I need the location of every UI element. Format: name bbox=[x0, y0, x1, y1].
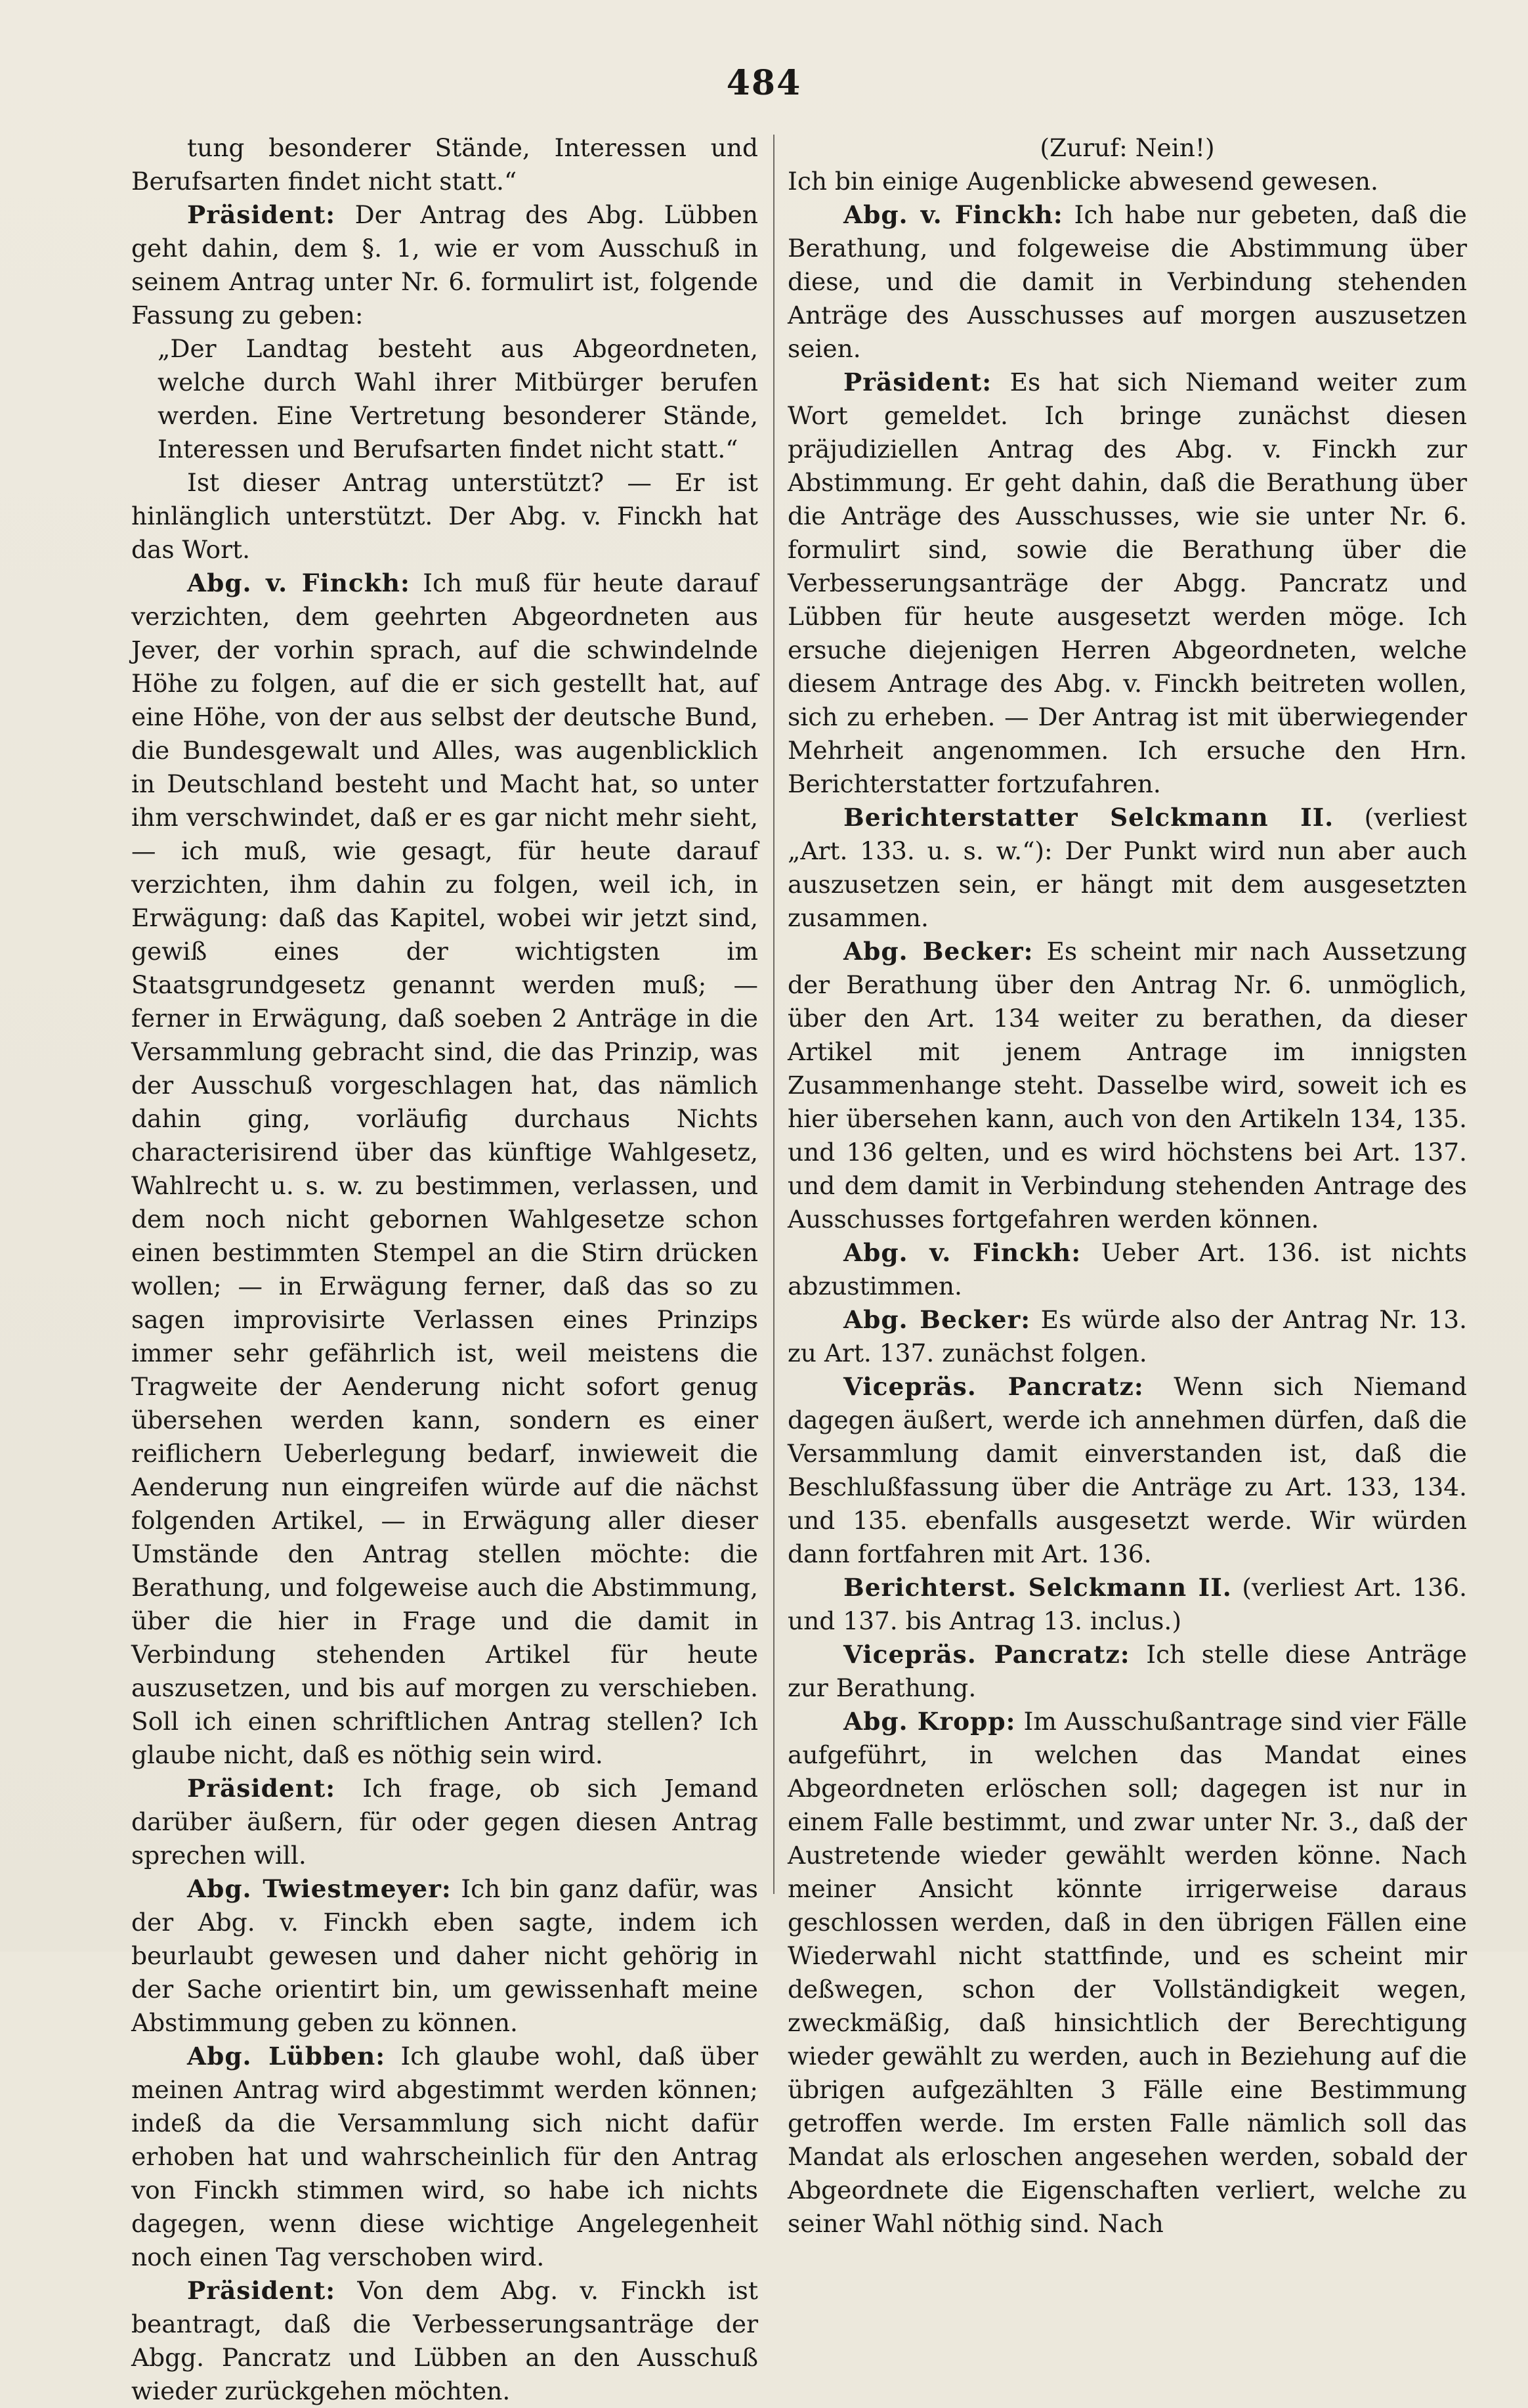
paragraph bbox=[788, 1638, 1467, 1705]
speaker-name: Vicepräs. Pancratz: bbox=[843, 1372, 1144, 1401]
paragraph bbox=[131, 2040, 758, 2274]
paragraph-text: Ueber Art. 136. ist nichts abzustimmen. bbox=[788, 1238, 1467, 1301]
paragraph bbox=[788, 1303, 1467, 1370]
paragraph-text: (verliest Art. 136. und 137. bis Antrag 13. inclus.) bbox=[788, 1573, 1467, 1635]
paragraph bbox=[131, 198, 758, 332]
paragraph bbox=[788, 1705, 1467, 2241]
paragraph bbox=[131, 332, 758, 466]
speaker-name: Präsident: bbox=[187, 200, 336, 229]
paragraph-text: Im Ausschußantrage sind vier Fälle aufgeführt, in welchen das Mandat eines Abgeordneten erlöschen soll; dagegen ist nur in einem Falle bestimmt, und zwar unter Nr. 3., daß der Austretende wieder gewählt werden könne. Nach meiner Ansicht könnte irrigerweise daraus geschlossen werden, daß in den übrigen Fällen eine Wiederwahl nicht stattfinde, und es scheint mir deßwegen, schon der Vollständigkeit wegen, zweckmäßig, daß hinsichtlich der Berechtigung wieder gewählt zu werden, auch in Beziehung auf die übrigen aufgezählten 3 Fälle eine Bestimmung getroffen werde. Im ersten Falle nämlich soll das Mandat als erloschen angesehen werden, sobald der Abgeordnete die Eigenschaften verliert, welche zu seiner Wahl nöthig sind. Nach bbox=[788, 1707, 1468, 2238]
speaker-name: Vicepräs. Pancratz: bbox=[843, 1640, 1130, 1669]
speaker-name: Berichterst. Selckmann II. bbox=[843, 1573, 1232, 1602]
paragraph-text: Ich habe nur gebeten, daß die Berathung, und folgeweise die Abstimmung über diese, und die damit in Verbindung stehenden Anträge des Ausschusses auf morgen auszusetzen seien. bbox=[788, 200, 1467, 363]
paragraph bbox=[131, 1872, 758, 2040]
paragraph-text: Es würde also der Antrag Nr. 13. zu Art. 137. zunächst folgen. bbox=[788, 1305, 1467, 1367]
speaker-name: Abg. Becker: bbox=[843, 1305, 1031, 1334]
paragraph bbox=[131, 567, 758, 1772]
paragraph-text: (verliest „Art. 133. u. s. w.“): Der Punkt wird nun aber auch auszusetzen sein, er hängt mit dem ausgesetzten zusammen. bbox=[788, 803, 1467, 932]
paragraph-text: Wenn sich Niemand dagegen äußert, werde ich annehmen dürfen, daß die Versammlung damit einverstanden ist, daß die Beschlußfassung über die Anträge zu Art. 133, 134. und 135. ebenfalls ausgesetzt werde. Wir würden dann fortfahren mit Art. 136. bbox=[788, 1372, 1467, 1568]
paragraph-text: Von dem Abg. v. Finckh ist beantragt, daß die Verbesserungsanträge der Abgg. Pancratz und Lübben an den Ausschuß wieder zurückgehen möchten. bbox=[131, 2276, 758, 2405]
paragraph-text: Ich bin ganz dafür, was der Abg. v. Finckh eben sagte, indem ich beurlaubt gewesen und daher nicht gehörig in der Sache orientirt bin, um gewissenhaft meine Abstimmung geben zu können. bbox=[131, 1874, 758, 2037]
paragraph-text: Ich stelle diese Anträge zur Berathung. bbox=[788, 1640, 1467, 1702]
paragraph bbox=[788, 366, 1467, 801]
paragraph bbox=[788, 165, 1467, 198]
speaker-name: Abg. Twiestmeyer: bbox=[187, 1874, 452, 1903]
column-divider bbox=[773, 135, 775, 1894]
paragraph-text: Es scheint mir nach Aussetzung der Berathung über den Antrag Nr. 6. unmöglich, über den Art. 134 weiter zu berathen, da dieser Artikel mit jenem Antrage im innigsten Zusammenhange steht. Dasselbe wird, soweit ich es hier übersehen kann, auch von den Artikeln 134, 135. und 136 gelten, und es wird höchstens bei Art. 137. und dem damit in Verbindung stehenden Antrage des Ausschusses fortgefahren werden können. bbox=[788, 937, 1467, 1234]
paragraph bbox=[788, 198, 1467, 366]
paragraph-text: Es hat sich Niemand weiter zum Wort gemeldet. Ich bringe zunächst diesen präjudiziellen Antrag des Abg. v. Finckh zur Abstimmung. Er geht dahin, daß die Berathung über die Anträge des Ausschusses, wie sie unter Nr. 6. formulirt sind, sowie die Berathung über die Verbesserungsanträge der Abgg. Pancratz und Lübben für heute ausgesetzt werden möge. Ich ersuche diejenigen Herren Abgeordneten, welche diesem Antrage des Abg. v. Finckh beitreten wollen, sich zu erheben. — Der Antrag ist mit überwiegender Mehrheit angenommen. Ich ersuche den Hrn. Berichterstatter fortzufahren. bbox=[788, 368, 1467, 798]
speaker-name: Präsident: bbox=[843, 368, 992, 397]
paragraph bbox=[131, 466, 758, 567]
speaker-name: Abg. Kropp: bbox=[843, 1707, 1016, 1736]
speaker-name: Abg. Lübben: bbox=[187, 2042, 386, 2071]
paragraph-text: tung besonderer Stände, Interessen und Berufsarten findet nicht statt.“ bbox=[131, 133, 758, 196]
paragraph bbox=[131, 1772, 758, 1872]
speaker-name: Berichterstatter Selckmann II. bbox=[843, 803, 1334, 832]
speaker-name: Abg. v. Finckh: bbox=[843, 1238, 1082, 1267]
paragraph-text: Ich frage, ob sich Jemand darüber äußern, für oder gegen diesen Antrag sprechen will. bbox=[131, 1774, 758, 1870]
paragraph-text: „Der Landtag besteht aus Abgeordneten, welche durch Wahl ihrer Mitbürger berufen werden. Eine Vertretung besonderer Stände, Interessen und Berufsarten findet nicht statt.“ bbox=[158, 334, 758, 463]
page-number: 484 bbox=[726, 63, 802, 103]
paragraph bbox=[788, 1571, 1467, 1638]
paragraph bbox=[131, 131, 758, 198]
paragraph bbox=[788, 131, 1467, 165]
speaker-name: Abg. v. Finckh: bbox=[187, 569, 410, 597]
speaker-name: Abg. Becker: bbox=[843, 937, 1034, 966]
paragraph-text: Ich muß für heute darauf verzichten, dem geehrten Abgeordneten aus Jever, der vorhin sprach, auf die schwindelnde Höhe zu folgen, auf die er sich gestellt hat, auf eine Höhe, von der aus selbst der deutsche Bund, die Bundesgewalt und Alles, was augenblicklich in Deutschland besteht und Macht hat, so unter ihm verschwindet, daß er es gar nicht mehr sieht, — ich muß, wie gesagt, für heute darauf verzichten, ihm dahin zu folgen, weil ich, in Erwägung: daß das Kapitel, wobei wir jetzt sind, gewiß eines der wichtigsten im Staatsgrundgesetz genannt werden muß; — ferner in Erwägung, daß soeben 2 Anträge in die Versammlung gebracht sind, die das Prinzip, was der Ausschuß vorgeschlagen hat, das nämlich dahin ging, vorläufig durchaus Nichts characterisirend über das künftige Wahlgesetz, Wahlrecht u. s. w. zu bestimmen, verlassen, und dem noch nicht gebornen Wahlgesetze schon einen bestimmten Stempel an die Stirn drücken wollen; — in Erwägung ferner, daß das so zu sagen improvisirte Verlassen eines Prinzips immer sehr gefährlich ist, weil meistens die Tragweite der Aenderung nicht sofort genug übersehen werden kann, sondern es einer reiflichern Ueberlegung bedarf, inwieweit die Aenderung nun eingreifen würde auf die nächst folgenden Artikel, — in Erwägung aller dieser Umstände den Antrag stellen möchte: die Berathung, und folgeweise auch die Abstimmung, über die hier in Frage und die damit in Verbindung stehenden Artikel für heute auszusetzen, und bis auf morgen zu verschieben. Soll ich einen schriftlichen Antrag stellen? Ich glaube nicht, daß es nöthig sein wird. bbox=[131, 569, 759, 1769]
paragraph bbox=[788, 1370, 1467, 1571]
speaker-name: Präsident: bbox=[187, 2276, 336, 2305]
paragraph bbox=[131, 2274, 758, 2408]
paragraph-text: Ist dieser Antrag unterstützt? — Er ist hinlänglich unterstützt. Der Abg. v. Finckh hat das Wort. bbox=[131, 468, 758, 564]
paragraph-text: Ich glaube wohl, daß über meinen Antrag wird abgestimmt werden können; indeß da die Versammlung sich nicht dafür erhoben hat und wahrscheinlich für den Antrag von Finckh stimmen wird, so habe ich nichts dagegen, wenn diese wichtige Angelegenheit noch einen Tag verschoben wird. bbox=[131, 2042, 758, 2271]
paragraph-text: Ich bin einige Augenblicke abwesend gewesen. bbox=[788, 167, 1378, 196]
left-column bbox=[131, 131, 758, 2408]
paragraph bbox=[788, 801, 1467, 935]
paragraph-text: Der Antrag des Abg. Lübben geht dahin, dem §. 1, wie er vom Ausschuß in seinem Antrag unter Nr. 6. formulirt ist, folgende Fassung zu geben: bbox=[131, 200, 758, 330]
paragraph bbox=[788, 935, 1467, 1236]
speaker-name: Präsident: bbox=[187, 1774, 336, 1803]
right-column bbox=[788, 131, 1467, 2241]
paragraph bbox=[788, 1236, 1467, 1303]
speaker-name: Abg. v. Finckh: bbox=[843, 200, 1063, 229]
paragraph-text: (Zuruf: Nein!) bbox=[1040, 133, 1215, 162]
